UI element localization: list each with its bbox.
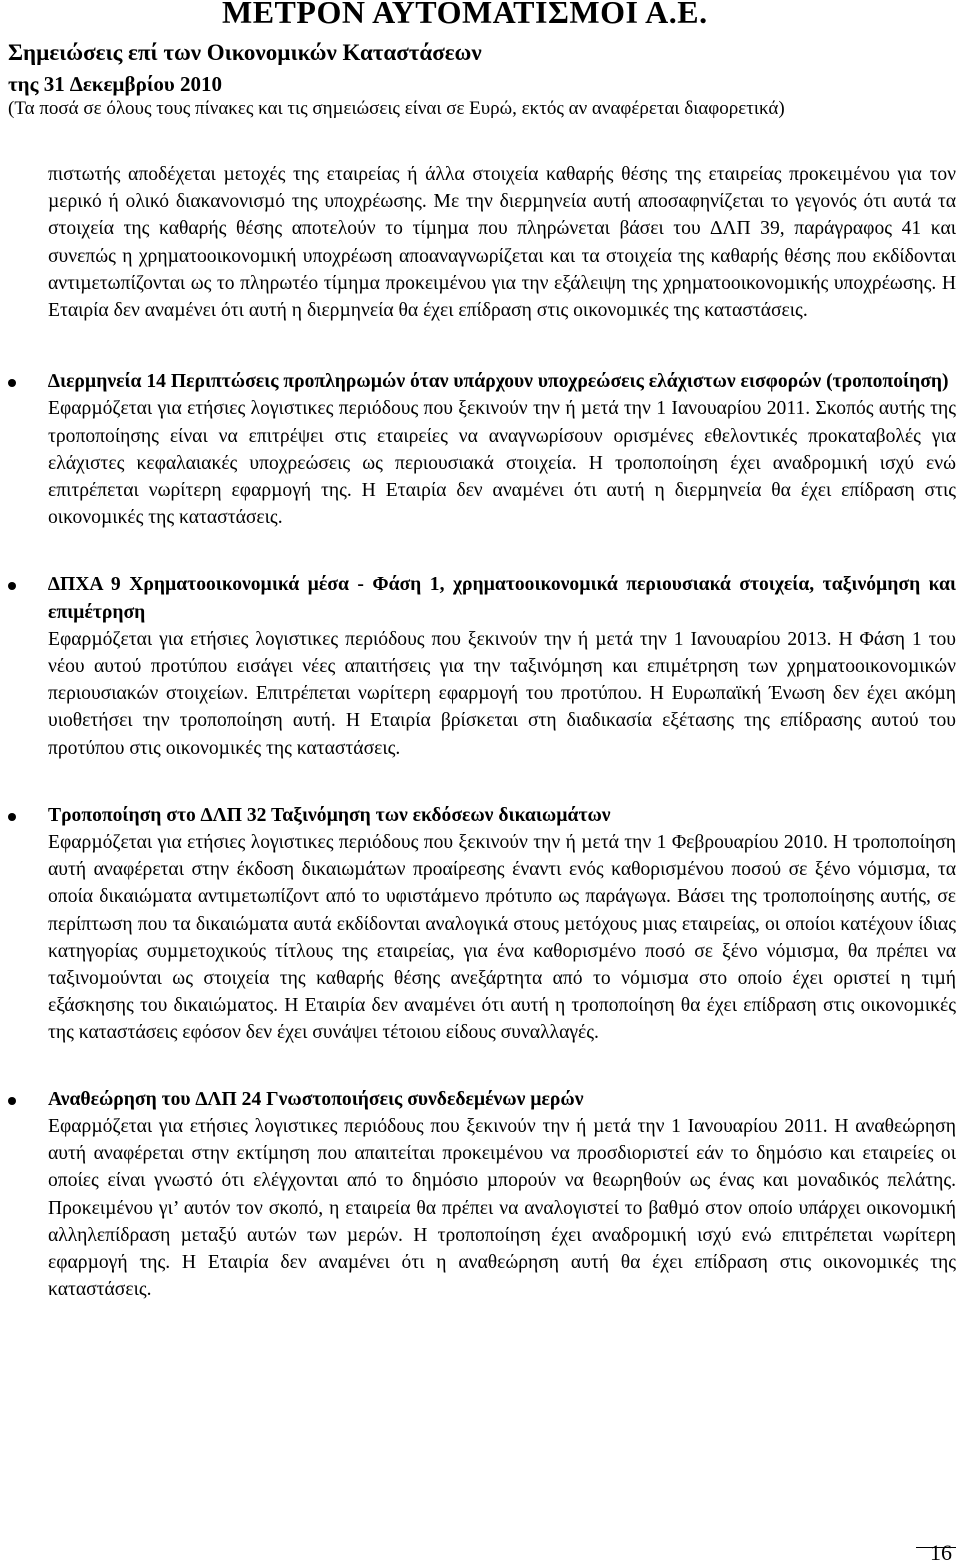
main-content (48, 161, 956, 1303)
bullet-icon (8, 1097, 16, 1105)
item-body: Εφαρµόζεται για ετήσιες λογιστικες περιόδους που ξεκινούν την ή µετά την 1 Ιανουαρίου 2011. Η αναθεώρηση αυτή αναφέρεται στην εκτίµηση που απαιτείται προκειµένου να προσδιοριστεί εάν το δηµόσιο και εταιρείες οι οποίες είναι γνωστό ότι ελέγχονται από το δηµόσιο µπορούν να θεωρηθούν ως ένας και µοναδικός πελάτης. Προκειµένου γι’ αυτόν τον σκοπό, η εταιρεία θα πρέπει να αναλογιστεί το βαθµό στον οποίο υπάρχει οικονοµική αλληλεπίδραση µεταξύ αυτών των µερών. Η τροποποίηση έχει αναδροµική ισχύ ενώ επιτρέπεται νωρίτερη εφαρµογή της. Η Εταιρία δεν αναµένει ότι η αναθεώρηση αυτή θα έχει επίδραση στις οικονοµικές της καταστάσεις. (48, 1115, 956, 1301)
item-body: Εφαρµόζεται για ετήσιες λογιστικες περιόδους που ξεκινούν την ή µετά την 1 Φεβρουαρίου 2010. Η τροποποίηση αυτή αναφέρεται στην έκδοση δικαιωµάτων προαίρεσης έναντι ενός καθορισµένου ποσού σε ξένο νόµισµα, τα οποία δικαιώµατα αντιµετωπίζοντ από το υφιστάµενο πρότυπο ως παράγωγα. Βάσει της τροποποίησης αυτής, σε περίπτωση που τα δικαιώµατα αυτά εκδίδονται αναλογικά στους µετόχους µιας εταιρείας, οι οποίοι κατέχουν ίδιας κατηγορίας συµµετοχικούς τίτλους της εταιρείας, για ένα καθορισµένο ποσό σε ξένο νόµισµα, θα πρέπει να ταξινοµούνται ως στοιχεία της καθαρής θέσης ανεξάρτητα από το νόµισµα στο οποίο έχει οριστεί η τιµή εξάσκησης του δικαιώµατος. Η Εταιρία δεν αναµένει ότι αυτή η τροποποίηση θα έχει επίδραση στις οικονοµικές της καταστάσεις εφόσον δεν έχει συνάψει τέτοιου είδους συναλλαγές. (48, 832, 956, 1044)
company-name: ΜΕΤΡΟΝ ΑΥΤΟΜΑΤΙΣΜΟΙ Α.Ε. (222, 0, 708, 30)
document-subtitle: Σηµειώσεις επί των Οικονοµικών Καταστάσεων (8, 40, 482, 65)
item-title: ∆ιερµηνεία 14 Περιπτώσεις προπληρωµών όταν υπάρχουν υποχρεώσεις ελάχιστων εισφορών (τροποποίηση) (48, 371, 949, 393)
item-body: Εφαρµόζεται για ετήσιες λογιστικες περιόδους που ξεκινούν την ή µετά την 1 Ιανουαρίου 2013. Η Φάση 1 του νέου αυτού προτύπου εισάγει νέες απαιτήσεις για την ταξινόµηση και επιµέτρηση των χρηµατοοικονοµικών περιουσιακών στοιχείων. Επιτρέπεται νωρίτερη εφαρµογή του προτύπου. Η Ευρωπαϊκή Ένωση δεν έχει ακόµη υιοθετήσει την τροποποίηση αυτή. Η Εταιρία βρίσκεται στη διαδικασία εξέτασης της επίδρασης αυτού του προτύπου στις οικονοµικές της καταστάσεις. (48, 628, 956, 759)
bullet-icon (8, 813, 16, 821)
item-title: ∆ΠΧΑ 9 Χρηµατοοικονοµικά µέσα - Φάση 1, χρηµατοοικονοµικά περιουσιακά στοιχεία, ταξινόµηση και επιµέτρηση (48, 574, 956, 623)
intro-paragraph: πιστωτής αποδέχεται µετοχές της εταιρείας ή άλλα στοιχεία καθαρής θέσης της εταιρείας προκειµένου για τον µερικό ή ολικό διακανονισµό της υποχρέωσης. Με την διερµηνεία αυτή αποσαφηνίζεται το γεγονός ότι αυτά τα στοιχεία της καθαρής θέσης αποτελούν το τίµηµα που πληρώνεται βάσει του ∆ΛΠ 39, παράγραφος 41 και συνεπώς η χρηµατοοικονοµική υποχρέωση αποαναγνωρίζεται και τα στοιχεία της καθαρής θέσης που εκδίδονται αντιµετωπίζονται ως το πληρωτέο τίµηµα προκειµένου για την εξάλειψη της χρηµατοοικονοµικής υποχρέωσης. Η Εταιρία δεν αναµένει ότι αυτή η διερµηνεία θα έχει επίδραση στις οικονοµικές της καταστάσεις. (48, 164, 956, 322)
list-item (48, 571, 956, 761)
bullet-icon (8, 582, 16, 590)
bullet-icon (8, 379, 16, 387)
item-body: Εφαρµόζεται για ετήσιες λογιστικες περιόδους που ξεκινούν την ή µετά την 1 Ιανουαρίου 2011. Σκοπός αυτής της τροποποίησης είναι να επιτρέψει στις εταιρείες να αναγνωρίσουν ορισµένες εθελοντικές προκαταβολές για ελάχιστες κεφαλαιακές υποχρεώσεις ως περιουσιακά στοιχεία. Η τροποποίηση έχει αναδροµική ισχύ ενώ επιτρέπεται νωρίτερη εφαρµογή της. Η Εταιρία δεν αναµένει ότι αυτή η διερµηνεία θα έχει επίδραση στις οικονοµικές της καταστάσεις. (48, 398, 956, 529)
list-item (48, 802, 956, 1047)
item-title: Αναθεώρηση του ∆ΛΠ 24 Γνωστοποιήσεις συνδεδεµένων µερών (48, 1088, 584, 1110)
item-title: Τροποποίηση στο ∆ΛΠ 32 Ταξινόµηση των εκδόσεων δικαιωµάτων (48, 804, 611, 826)
page-number: 16 (930, 1540, 952, 1565)
currency-note: (Τα ποσά σε όλους τους πίνακες και τις σηµειώσεις είναι σε Ευρώ, εκτός αν αναφέρεται διαφορετικά) (8, 98, 785, 119)
list-item (48, 1086, 956, 1304)
document-date: της 31 ∆εκεµβρίου 2010 (8, 72, 222, 96)
list-item (48, 368, 956, 531)
